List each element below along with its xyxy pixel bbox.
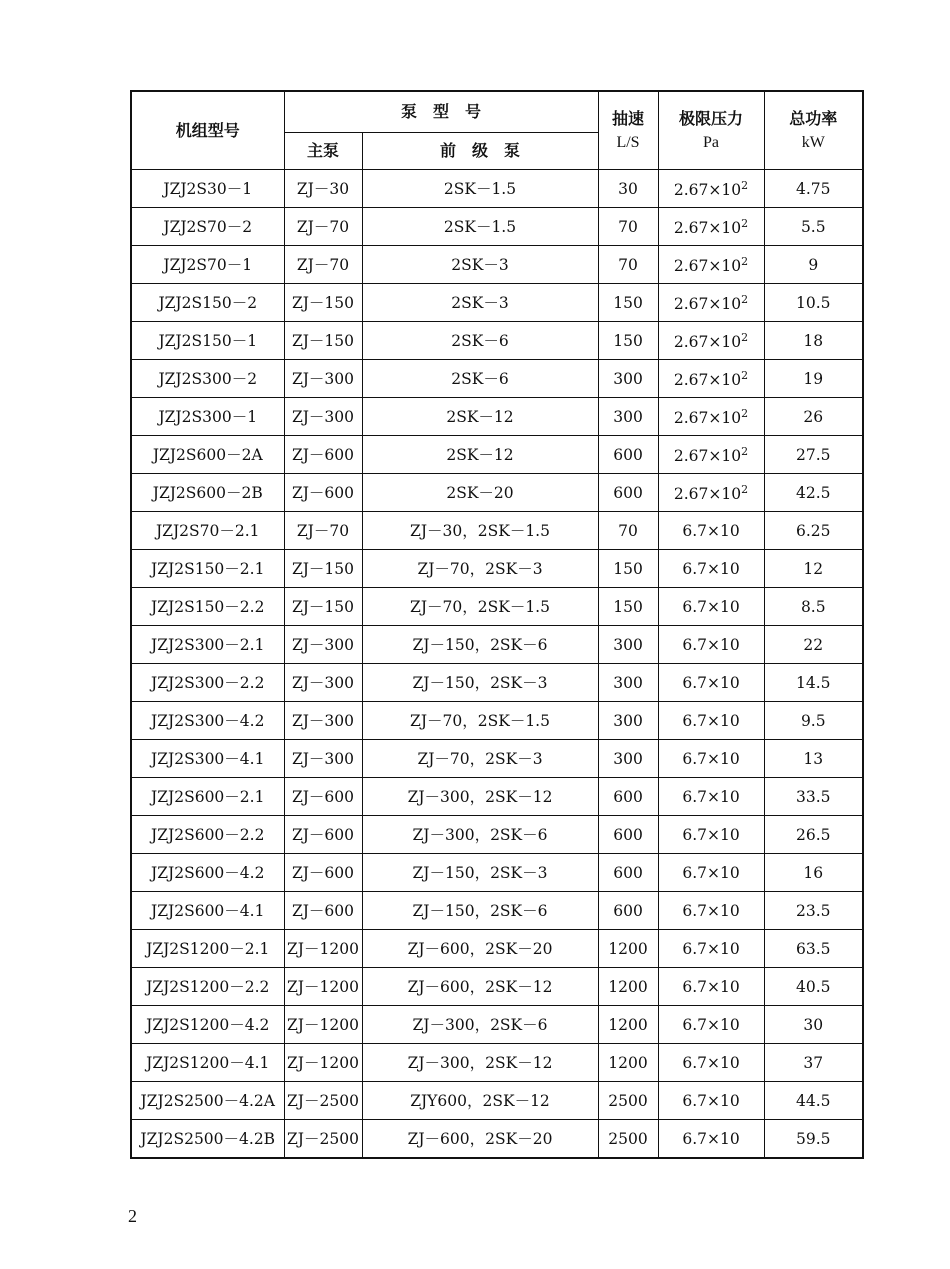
cell-backing-pump: ZJ－70，2SK－3 — [362, 740, 598, 778]
cell-speed: 1200 — [598, 1044, 658, 1082]
cell-backing-pump: 2SK－12 — [362, 436, 598, 474]
cell-main-pump: ZJ－1200 — [284, 1044, 362, 1082]
cell-total-power: 59.5 — [764, 1120, 863, 1159]
pressure-base: 6.7×10 — [682, 673, 740, 692]
cell-backing-pump: ZJ－600，2SK－20 — [362, 930, 598, 968]
cell-pressure — [658, 816, 764, 854]
cell-pressure — [658, 360, 764, 398]
cell-pressure — [658, 436, 764, 474]
cell-pressure — [658, 1082, 764, 1120]
cell-total-power: 18 — [764, 322, 863, 360]
pressure-base: 2.67×10 — [673, 485, 742, 504]
cell-pressure — [658, 550, 764, 588]
cell-speed: 600 — [598, 816, 658, 854]
table-row — [131, 208, 863, 246]
header-model: 机组型号 — [131, 91, 284, 170]
cell-total-power: 6.25 — [764, 512, 863, 550]
cell-backing-pump: ZJ－300，2SK－6 — [362, 816, 598, 854]
cell-pressure — [658, 512, 764, 550]
cell-total-power: 23.5 — [764, 892, 863, 930]
cell-pressure — [658, 208, 764, 246]
pressure-base: 6.7×10 — [682, 1053, 740, 1072]
cell-main-pump: ZJ－1200 — [284, 1006, 362, 1044]
cell-total-power: 13 — [764, 740, 863, 778]
cell-backing-pump: ZJ－300，2SK－12 — [362, 778, 598, 816]
table-row — [131, 854, 863, 892]
pressure-exponent: 2 — [741, 217, 749, 231]
header-pressure-unit: Pa — [703, 133, 720, 151]
cell-speed: 300 — [598, 626, 658, 664]
pressure-base: 2.67×10 — [673, 371, 742, 390]
pressure-base: 6.7×10 — [682, 1015, 740, 1034]
table-row — [131, 550, 863, 588]
header-speed — [598, 91, 658, 170]
pressure-base: 6.7×10 — [682, 711, 740, 730]
header-pressure-label: 极限压力 — [679, 108, 744, 128]
cell-model: JZJ2S30－1 — [131, 170, 284, 208]
cell-main-pump: ZJ－2500 — [284, 1082, 362, 1120]
cell-total-power: 33.5 — [764, 778, 863, 816]
pressure-base: 2.67×10 — [673, 409, 742, 428]
cell-pressure — [658, 626, 764, 664]
cell-total-power: 40.5 — [764, 968, 863, 1006]
cell-total-power: 12 — [764, 550, 863, 588]
cell-pressure — [658, 588, 764, 626]
cell-main-pump: ZJ－70 — [284, 208, 362, 246]
pressure-exponent: 2 — [741, 331, 749, 345]
cell-main-pump: ZJ－600 — [284, 778, 362, 816]
pressure-base: 2.67×10 — [673, 181, 742, 200]
cell-pressure — [658, 930, 764, 968]
cell-main-pump: ZJ－2500 — [284, 1120, 362, 1159]
cell-backing-pump: 2SK－3 — [362, 246, 598, 284]
cell-speed: 150 — [598, 550, 658, 588]
cell-total-power: 37 — [764, 1044, 863, 1082]
cell-backing-pump: ZJ－70，2SK－1.5 — [362, 702, 598, 740]
pressure-base: 6.7×10 — [682, 977, 740, 996]
cell-main-pump: ZJ－600 — [284, 474, 362, 512]
cell-model: JZJ2S300－1 — [131, 398, 284, 436]
cell-speed: 1200 — [598, 930, 658, 968]
table-row — [131, 816, 863, 854]
table-row — [131, 512, 863, 550]
cell-main-pump: ZJ－70 — [284, 512, 362, 550]
cell-main-pump: ZJ－300 — [284, 398, 362, 436]
header-pressure — [658, 91, 764, 170]
cell-model: JZJ2S150－1 — [131, 322, 284, 360]
header-power-label: 总功率 — [789, 108, 838, 128]
cell-main-pump: ZJ－150 — [284, 550, 362, 588]
cell-model: JZJ2S300－4.1 — [131, 740, 284, 778]
table-row — [131, 892, 863, 930]
cell-backing-pump: ZJ－150，2SK－3 — [362, 854, 598, 892]
cell-backing-pump: ZJY600，2SK－12 — [362, 1082, 598, 1120]
cell-backing-pump: ZJ－30，2SK－1.5 — [362, 512, 598, 550]
table-row — [131, 170, 863, 208]
cell-total-power: 22 — [764, 626, 863, 664]
table-row — [131, 1082, 863, 1120]
cell-speed: 150 — [598, 284, 658, 322]
cell-speed: 300 — [598, 360, 658, 398]
cell-main-pump: ZJ－600 — [284, 816, 362, 854]
cell-total-power: 63.5 — [764, 930, 863, 968]
table-row — [131, 1044, 863, 1082]
cell-pressure — [658, 1006, 764, 1044]
cell-backing-pump: ZJ－70，2SK－3 — [362, 550, 598, 588]
cell-total-power: 19 — [764, 360, 863, 398]
pressure-base: 6.7×10 — [682, 1129, 740, 1148]
page-number: 2 — [128, 1206, 137, 1226]
header-main-pump: 主泵 — [284, 133, 362, 170]
cell-total-power: 26.5 — [764, 816, 863, 854]
cell-main-pump: ZJ－300 — [284, 626, 362, 664]
cell-backing-pump: ZJ－300，2SK－6 — [362, 1006, 598, 1044]
cell-main-pump: ZJ－150 — [284, 588, 362, 626]
cell-speed: 300 — [598, 664, 658, 702]
cell-speed: 300 — [598, 702, 658, 740]
cell-pressure — [658, 322, 764, 360]
cell-speed: 300 — [598, 398, 658, 436]
cell-pressure — [658, 854, 764, 892]
pressure-base: 2.67×10 — [673, 295, 742, 314]
header-power — [764, 91, 863, 170]
cell-model: JZJ2S300－2.2 — [131, 664, 284, 702]
cell-total-power: 8.5 — [764, 588, 863, 626]
cell-speed: 600 — [598, 854, 658, 892]
table-row — [131, 740, 863, 778]
pressure-exponent: 2 — [741, 369, 749, 383]
cell-main-pump: ZJ－600 — [284, 854, 362, 892]
cell-speed: 150 — [598, 588, 658, 626]
cell-pressure — [658, 1044, 764, 1082]
cell-model: JZJ2S600－2.2 — [131, 816, 284, 854]
cell-pressure — [658, 892, 764, 930]
header-speed-label: 抽速 — [612, 108, 645, 128]
cell-backing-pump: 2SK－12 — [362, 398, 598, 436]
cell-main-pump: ZJ－30 — [284, 170, 362, 208]
cell-backing-pump: ZJ－150，2SK－6 — [362, 626, 598, 664]
pressure-exponent: 2 — [741, 293, 749, 307]
pressure-base: 6.7×10 — [682, 559, 740, 578]
cell-speed: 1200 — [598, 1006, 658, 1044]
cell-speed: 2500 — [598, 1082, 658, 1120]
cell-speed: 300 — [598, 740, 658, 778]
pressure-base: 6.7×10 — [682, 521, 740, 540]
cell-model: JZJ2S1200－2.2 — [131, 968, 284, 1006]
pressure-base: 6.7×10 — [682, 1091, 740, 1110]
pressure-base: 6.7×10 — [682, 863, 740, 882]
cell-main-pump: ZJ－600 — [284, 436, 362, 474]
cell-pressure — [658, 474, 764, 512]
header-speed-unit: L/S — [616, 133, 640, 151]
cell-backing-pump: ZJ－300，2SK－12 — [362, 1044, 598, 1082]
cell-backing-pump: 2SK－20 — [362, 474, 598, 512]
cell-model: JZJ2S600－2.1 — [131, 778, 284, 816]
cell-backing-pump: ZJ－600，2SK－12 — [362, 968, 598, 1006]
cell-backing-pump: ZJ－70，2SK－1.5 — [362, 588, 598, 626]
cell-speed: 600 — [598, 778, 658, 816]
cell-pressure — [658, 398, 764, 436]
cell-total-power: 4.75 — [764, 170, 863, 208]
pump-unit-spec-table — [130, 90, 864, 1159]
cell-total-power: 44.5 — [764, 1082, 863, 1120]
table-row — [131, 436, 863, 474]
header-pump-model: 泵 型 号 — [284, 91, 598, 133]
cell-model: JZJ2S300－4.2 — [131, 702, 284, 740]
cell-total-power: 9 — [764, 246, 863, 284]
cell-speed: 600 — [598, 474, 658, 512]
table-row — [131, 246, 863, 284]
cell-model: JZJ2S600－4.1 — [131, 892, 284, 930]
table-row — [131, 360, 863, 398]
pressure-base: 6.7×10 — [682, 901, 740, 920]
header-power-unit: kW — [801, 133, 825, 151]
pressure-exponent: 2 — [741, 483, 749, 497]
cell-total-power: 26 — [764, 398, 863, 436]
cell-pressure — [658, 170, 764, 208]
table-row — [131, 626, 863, 664]
pressure-base: 6.7×10 — [682, 597, 740, 616]
cell-main-pump: ZJ－1200 — [284, 930, 362, 968]
cell-model: JZJ2S2500－4.2A — [131, 1082, 284, 1120]
cell-main-pump: ZJ－300 — [284, 360, 362, 398]
cell-model: JZJ2S600－2A — [131, 436, 284, 474]
cell-pressure — [658, 778, 764, 816]
cell-model: JZJ2S1200－4.1 — [131, 1044, 284, 1082]
cell-total-power: 5.5 — [764, 208, 863, 246]
cell-backing-pump: 2SK－6 — [362, 322, 598, 360]
cell-pressure — [658, 968, 764, 1006]
cell-model: JZJ2S1200－4.2 — [131, 1006, 284, 1044]
cell-model: JZJ2S2500－4.2B — [131, 1120, 284, 1159]
pressure-base: 2.67×10 — [673, 219, 742, 238]
table-row — [131, 474, 863, 512]
table-row — [131, 778, 863, 816]
table-row — [131, 398, 863, 436]
cell-backing-pump: ZJ－150，2SK－3 — [362, 664, 598, 702]
table-row — [131, 322, 863, 360]
cell-total-power: 10.5 — [764, 284, 863, 322]
table-row — [131, 930, 863, 968]
cell-main-pump: ZJ－1200 — [284, 968, 362, 1006]
cell-speed: 70 — [598, 208, 658, 246]
cell-total-power: 14.5 — [764, 664, 863, 702]
cell-backing-pump: 2SK－3 — [362, 284, 598, 322]
cell-pressure — [658, 740, 764, 778]
cell-speed: 600 — [598, 892, 658, 930]
table-row — [131, 588, 863, 626]
cell-pressure — [658, 246, 764, 284]
pressure-base: 2.67×10 — [673, 257, 742, 276]
pressure-base: 2.67×10 — [673, 333, 742, 352]
cell-main-pump: ZJ－300 — [284, 740, 362, 778]
cell-backing-pump: 2SK－1.5 — [362, 208, 598, 246]
pressure-base: 6.7×10 — [682, 825, 740, 844]
cell-main-pump: ZJ－600 — [284, 892, 362, 930]
cell-total-power: 16 — [764, 854, 863, 892]
pressure-base: 6.7×10 — [682, 635, 740, 654]
cell-main-pump: ZJ－150 — [284, 322, 362, 360]
cell-total-power: 42.5 — [764, 474, 863, 512]
cell-total-power: 27.5 — [764, 436, 863, 474]
cell-model: JZJ2S150－2 — [131, 284, 284, 322]
pressure-base: 6.7×10 — [682, 787, 740, 806]
table-row — [131, 968, 863, 1006]
pressure-exponent: 2 — [741, 255, 749, 269]
pressure-base: 2.67×10 — [673, 447, 742, 466]
cell-main-pump: ZJ－300 — [284, 702, 362, 740]
cell-total-power: 9.5 — [764, 702, 863, 740]
pressure-base: 6.7×10 — [682, 749, 740, 768]
table-row — [131, 702, 863, 740]
cell-model: JZJ2S150－2.2 — [131, 588, 284, 626]
pressure-exponent: 2 — [741, 445, 749, 459]
cell-total-power: 30 — [764, 1006, 863, 1044]
cell-pressure — [658, 664, 764, 702]
cell-model: JZJ2S600－4.2 — [131, 854, 284, 892]
cell-model: JZJ2S300－2 — [131, 360, 284, 398]
cell-main-pump: ZJ－150 — [284, 284, 362, 322]
header-backing-pump: 前 级 泵 — [362, 133, 598, 170]
cell-backing-pump: 2SK－1.5 — [362, 170, 598, 208]
cell-backing-pump: ZJ－150，2SK－6 — [362, 892, 598, 930]
cell-model: JZJ2S600－2B — [131, 474, 284, 512]
cell-speed: 1200 — [598, 968, 658, 1006]
cell-speed: 70 — [598, 246, 658, 284]
cell-pressure — [658, 1120, 764, 1159]
pressure-exponent: 2 — [741, 407, 749, 421]
table-row — [131, 1006, 863, 1044]
cell-backing-pump: 2SK－6 — [362, 360, 598, 398]
cell-speed: 2500 — [598, 1120, 658, 1159]
cell-model: JZJ2S300－2.1 — [131, 626, 284, 664]
pressure-base: 6.7×10 — [682, 939, 740, 958]
cell-speed: 30 — [598, 170, 658, 208]
pressure-exponent: 2 — [741, 179, 749, 193]
table-row — [131, 284, 863, 322]
table-row — [131, 1120, 863, 1159]
cell-speed: 600 — [598, 436, 658, 474]
cell-backing-pump: ZJ－600，2SK－20 — [362, 1120, 598, 1159]
cell-model: JZJ2S70－2 — [131, 208, 284, 246]
cell-model: JZJ2S150－2.1 — [131, 550, 284, 588]
cell-speed: 70 — [598, 512, 658, 550]
table-body — [131, 170, 863, 1159]
cell-model: JZJ2S70－2.1 — [131, 512, 284, 550]
table-row — [131, 664, 863, 702]
cell-pressure — [658, 702, 764, 740]
cell-main-pump: ZJ－300 — [284, 664, 362, 702]
cell-model: JZJ2S1200－2.1 — [131, 930, 284, 968]
cell-main-pump: ZJ－70 — [284, 246, 362, 284]
cell-model: JZJ2S70－1 — [131, 246, 284, 284]
cell-speed: 150 — [598, 322, 658, 360]
cell-pressure — [658, 284, 764, 322]
